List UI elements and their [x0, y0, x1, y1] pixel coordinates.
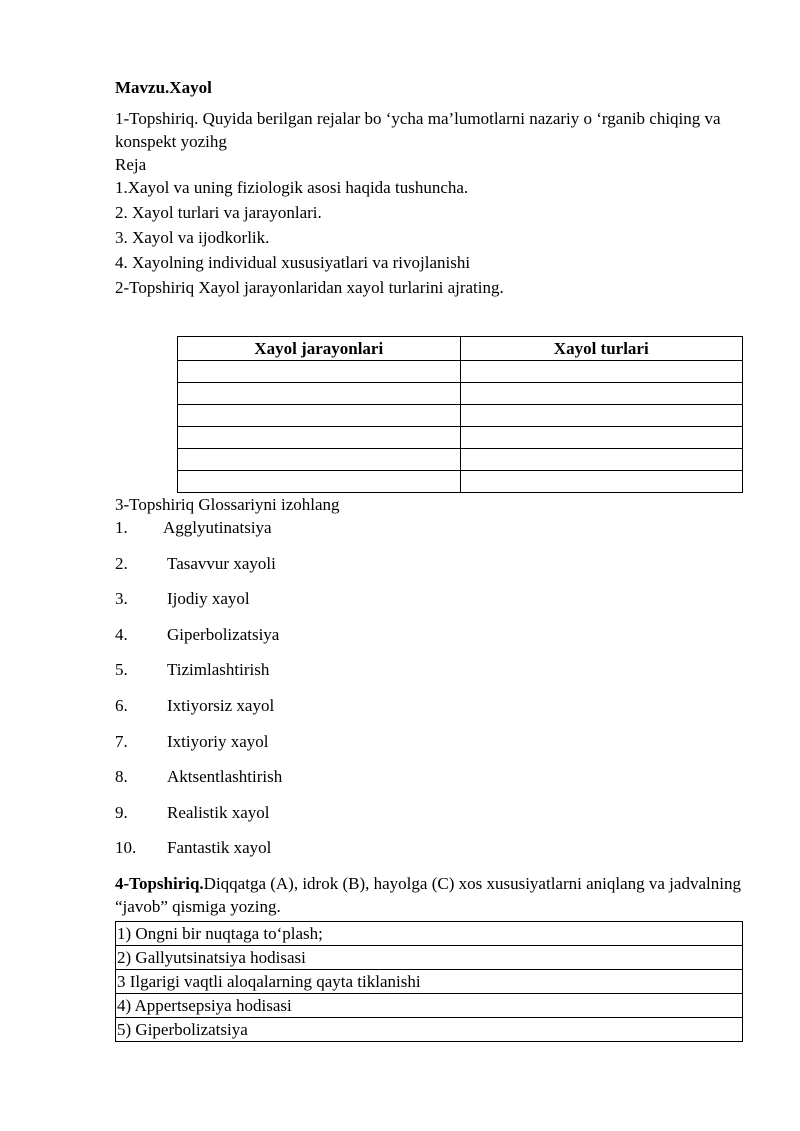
table-cell: 4) Appertsepsiya hodisasi [116, 994, 743, 1018]
table-cell[interactable] [460, 383, 743, 405]
table-cell[interactable] [460, 361, 743, 383]
table-cell[interactable] [178, 405, 461, 427]
table-row [116, 922, 743, 946]
glossary-item-term: Aktsentlashtirish [167, 767, 283, 787]
glossary-item-number: 2. [115, 553, 128, 573]
glossary-item-number: 8. [115, 767, 128, 787]
table-row [178, 471, 743, 493]
glossary-item-number: 1. [115, 518, 128, 537]
table-cell[interactable] [460, 405, 743, 427]
glossary-item-term: Fantastik xayol [167, 838, 272, 858]
glossary-item [115, 552, 745, 588]
table-row [178, 383, 743, 405]
table-cell[interactable] [460, 471, 743, 493]
table-row [178, 449, 743, 471]
table-cell[interactable] [178, 427, 461, 449]
glossary-item-term: Giperbolizatsiya [167, 624, 280, 644]
task1-text: 1-Topshiriq. Quyida berilgan rejalar bo ‘ycha ma’lumotlarni nazariy o ‘rganib chiqing va konspekt yozihg [115, 109, 721, 151]
glossary-item-number: 10. [115, 838, 137, 858]
table-header-cell: Xayol jarayonlari [178, 337, 461, 361]
task3-text: 3-Topshiriq Glossariyni izohlang [115, 495, 340, 514]
table-cell: 1) Ongni bir nuqtaga to‘plash; [116, 922, 743, 946]
glossary-item-number: 4. [115, 624, 128, 644]
table-cell: 3 Ilgarigi vaqtli aloqalarning qayta tiklanishi [116, 970, 743, 994]
glossary-item-number: 7. [115, 731, 128, 751]
glossary-item-term: Ixtiyoriy xayol [167, 731, 269, 751]
task4-dot: . [199, 874, 204, 893]
table-row [116, 994, 743, 1018]
table-cell[interactable] [178, 383, 461, 405]
glossary-item-number: 9. [115, 802, 128, 822]
glossary-item [115, 730, 745, 766]
glossary-item-term: Ijodiy xayol [167, 589, 250, 609]
task4-table [115, 921, 743, 1042]
table-row [116, 970, 743, 994]
plan-item: 2. Xayol turlari va jarayonlari. [115, 203, 322, 222]
table-row [116, 1018, 743, 1042]
page-title: Mavzu.Xayol [115, 78, 212, 97]
table-cell: 2) Gallyutsinatsiya hodisasi [116, 946, 743, 970]
table-row [178, 427, 743, 449]
plan-item: 3. Xayol va ijodkorlik. [115, 228, 270, 247]
table-row [116, 946, 743, 970]
table-row [178, 405, 743, 427]
glossary-item [115, 836, 745, 872]
glossary-item [115, 658, 745, 694]
table-cell[interactable] [178, 449, 461, 471]
task2-table [177, 336, 743, 493]
table-cell[interactable] [460, 427, 743, 449]
glossary-item-term: Tizimlashtirish [167, 660, 270, 680]
plan-item: 4. Xayolning individual xususiyatlari va rivojlanishi [115, 253, 471, 272]
glossary-item [115, 801, 745, 837]
task4-label: 4-Topshiriq [115, 874, 200, 893]
glossary-list [115, 516, 745, 872]
table-cell[interactable] [178, 471, 461, 493]
table-cell[interactable] [460, 449, 743, 471]
glossary-item [115, 765, 745, 801]
document-page [115, 76, 745, 299]
task4-body: Diqqatga (A), idrok (B), hayolga (C) xos xususiyatlarni aniqlang va jadvalning “javob” qismiga yozing. [115, 874, 741, 916]
glossary-item-term: Tasavvur xayoli [167, 553, 276, 573]
glossary-item-term: Agglyutinatsiya [163, 518, 272, 537]
plan-item: 1.Xayol va uning fiziologik asosi haqida tushuncha. [115, 178, 469, 197]
glossary-item [115, 623, 745, 659]
glossary-item [115, 694, 745, 730]
glossary-item-term: Realistik xayol [167, 802, 270, 822]
plan-label: Reja [115, 155, 147, 174]
table-header-cell: Xayol turlari [460, 337, 743, 361]
glossary-item [115, 516, 745, 552]
glossary-item-number: 6. [115, 695, 128, 715]
table-cell[interactable] [178, 361, 461, 383]
task2-text: 2-Topshiriq Xayol jarayonlaridan xayol turlarini ajrating. [115, 278, 504, 297]
table-cell: 5) Giperbolizatsiya [116, 1018, 743, 1042]
table-row [178, 361, 743, 383]
glossary-section [115, 493, 745, 872]
table-header-row [178, 337, 743, 361]
glossary-item-number: 5. [115, 660, 128, 680]
glossary-item-term: Ixtiyorsiz xayol [167, 695, 275, 715]
task4-text [115, 872, 745, 918]
glossary-item-number: 3. [115, 589, 128, 609]
glossary-item [115, 587, 745, 623]
